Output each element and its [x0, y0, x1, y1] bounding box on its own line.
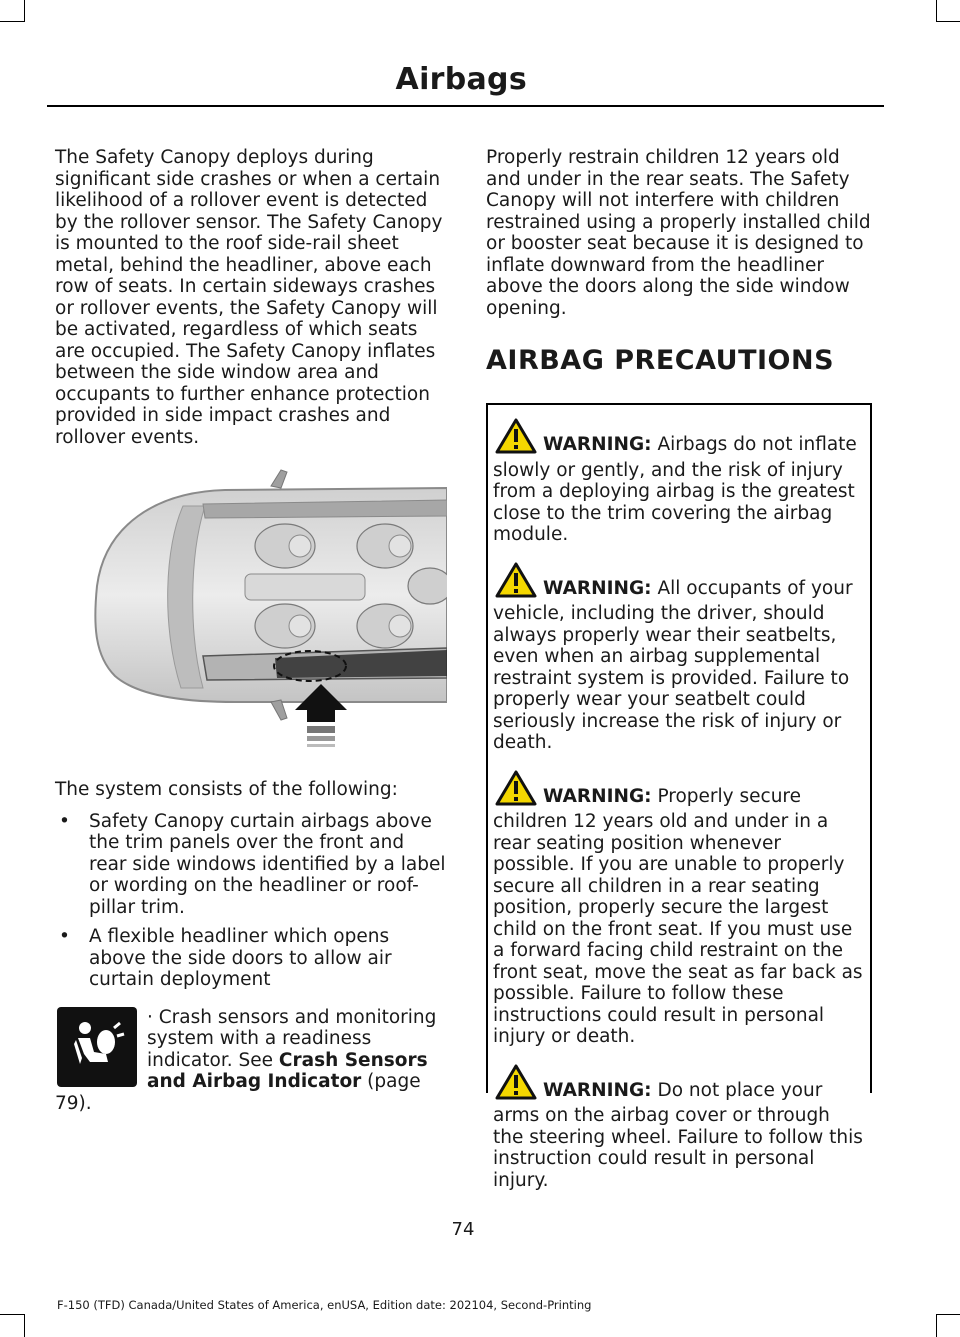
bullet-symbol: • — [59, 810, 70, 832]
warning-triangle-icon — [495, 418, 537, 460]
warning-item: WARNING: Airbags do not inflate slowly or gently, and the risk of injury from a deploying airbag is the greatest close to the trim covering the airbag module. — [493, 418, 870, 546]
warning-triangle-icon — [495, 1064, 537, 1106]
warning-triangle-icon — [495, 562, 537, 604]
warning-item: WARNING: Properly secure children 12 years old and under in a rear seating position whenever possible. If you are unable to properly secure all children in a rear seating position, properly secure the largest child on the front seat. If you must use a forward facing child restraint on the front seat, move the seat as far back as possible. Failure to follow these instructions could result in personal injury or death. — [493, 770, 870, 1048]
footer-text: F-150 (TFD) Canada/United States of America, enUSA, Edition date: 202104, Second-Printing — [57, 1298, 592, 1312]
crop-mark — [936, 1314, 937, 1337]
list-item-text: A flexible headliner which opens above the side doors to allow air curtain deployment — [89, 926, 392, 990]
warnings-box — [486, 403, 872, 1191]
warning-item: WARNING: All occupants of your vehicle, including the driver, should always properly wear their seatbelts, even when an airbag supplemental restraint system is provided. Failure to properly wear your seatbelt could seriously increase the risk of injury or death. — [493, 562, 870, 754]
system-components-list — [55, 811, 447, 991]
vehicle-topview-image — [85, 466, 447, 754]
crash-sensor-text: · Crash sensors and monitoring system with a readiness indicator. See Crash Sensors and Airbag Indicator (page 79). — [55, 1006, 437, 1114]
crop-mark — [936, 21, 960, 22]
system-consists-text: The system consists of the following: — [55, 779, 398, 800]
page-title: Airbags — [395, 62, 527, 97]
header-divider — [47, 105, 884, 107]
crop-mark — [0, 1314, 24, 1315]
left-column — [55, 147, 447, 1114]
crash-sensors-link[interactable]: Crash Sensors and Airbag Indicator — [147, 1049, 428, 1092]
crop-mark — [24, 0, 25, 22]
list-item-text: Safety Canopy curtain airbags above the trim panels over the front and rear side windows identified by a label or wording on the headliner or roof-pillar trim. — [89, 810, 446, 918]
safety-canopy-illustration — [85, 466, 447, 754]
bullet-symbol: • — [59, 926, 70, 947]
safety-canopy-intro: The Safety Canopy deploys during significant side crashes or when a certain likelihood of a rollover event is detected by the rollover sensor. The Safety Canopy is mounted to the roof side-rail sheet metal, behind the headliner, above each row of seats. In certain sideways crashes or rollover events, the Safety Canopy will be activated, regardless of which seats are occupied. The Safety Canopy inflates between the side window area and occupants to further enhance protection provided in side impact crashes and rollover events. — [55, 147, 443, 448]
page-number: 74 — [451, 1219, 475, 1240]
crop-mark — [24, 1314, 25, 1337]
list-item — [55, 811, 447, 919]
warning-triangle-icon — [495, 770, 537, 812]
crop-mark — [936, 1314, 960, 1315]
warning-item: WARNING: Do not place your arms on the airbag cover or through the steering wheel. Failure to follow this instruction could result in personal injury. — [493, 1064, 870, 1192]
crop-mark — [0, 21, 24, 22]
section-heading: AIRBAG PRECAUTIONS — [486, 345, 835, 376]
airbag-indicator-icon — [57, 1007, 137, 1087]
right-column — [486, 147, 880, 1191]
crash-sensor-paragraph — [55, 1007, 447, 1115]
list-item — [55, 926, 447, 991]
child-restraint-intro: Properly restrain children 12 years old and under in the rear seats. The Safety Canopy will not interfere with children restrained using a properly installed child or booster seat because it is designed to inflate downward from the headliner above the doors along the side window opening. — [486, 147, 871, 319]
crop-mark — [936, 0, 937, 22]
